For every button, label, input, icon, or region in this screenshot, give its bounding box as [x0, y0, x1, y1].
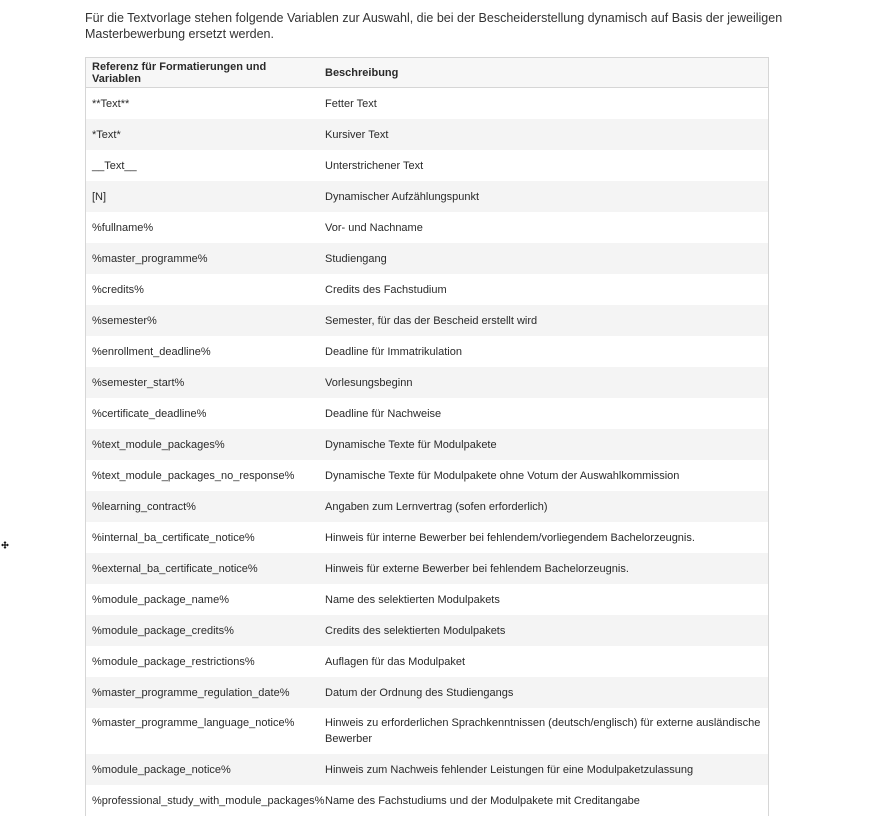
variable-description: Fetter Text — [319, 88, 768, 120]
variable-reference: %master_programme_language_notice% — [86, 708, 319, 754]
table-row — [86, 460, 768, 491]
variable-description: Hinweis zum Nachweis fehlender Leistungen für eine Modulpaketzulassung — [319, 754, 768, 785]
variable-description: Kursiver Text — [319, 119, 768, 150]
table-row — [86, 367, 768, 398]
variable-description: Dynamischer Aufzählungspunkt — [319, 181, 768, 212]
variables-table-container — [85, 57, 769, 816]
variable-reference: %module_package_name% — [86, 584, 319, 615]
table-row — [86, 88, 768, 120]
variable-reference: %credits% — [86, 274, 319, 305]
variable-description: Datum der Ordnung des Studiengangs — [319, 677, 768, 708]
variable-reference: %master_programme_regulation_date% — [86, 677, 319, 708]
variable-description: Auflagen für das Modulpaket — [319, 646, 768, 677]
variable-description: Angaben zum Lernvertrag (sofen erforderlich) — [319, 491, 768, 522]
table-row — [86, 677, 768, 708]
table-row — [86, 243, 768, 274]
table-row — [86, 398, 768, 429]
variable-reference: %module_package_notice% — [86, 754, 319, 785]
variable-reference: %enrollment_deadline% — [86, 336, 319, 367]
variable-reference: %semester_start% — [86, 367, 319, 398]
variable-description: Name des selektierten Modulpakets — [319, 584, 768, 615]
variable-reference: %internal_ba_certificate_notice% — [86, 522, 319, 553]
variable-reference: %certificate_deadline% — [86, 398, 319, 429]
variable-reference: __Text__ — [86, 150, 319, 181]
table-row — [86, 274, 768, 305]
move-cursor-icon — [1, 541, 9, 549]
table-row — [86, 336, 768, 367]
variable-reference: %semester% — [86, 305, 319, 336]
table-row — [86, 119, 768, 150]
variable-description: Hinweis zu erforderlichen Sprachkenntnissen (deutsch/englisch) für externe ausländische Bewerber — [319, 708, 768, 754]
variables-table — [86, 58, 768, 816]
variable-reference: %module_package_restrictions% — [86, 646, 319, 677]
variable-reference: [N] — [86, 181, 319, 212]
intro-text: Für die Textvorlage stehen folgende Variablen zur Auswahl, die bei der Bescheiderstellung dynamisch auf Basis der jeweiligen Masterbewerbung ersetzt werden. — [85, 10, 785, 42]
variable-description: Unterstrichener Text — [319, 150, 768, 181]
table-row — [86, 429, 768, 460]
variable-description: Vorlesungsbeginn — [319, 367, 768, 398]
table-row — [86, 491, 768, 522]
variable-description: Credits des Fachstudium — [319, 274, 768, 305]
column-header-description: Beschreibung — [319, 58, 768, 88]
variable-reference: %fullname% — [86, 212, 319, 243]
variable-description: Deadline für Nachweise — [319, 398, 768, 429]
table-row — [86, 646, 768, 677]
variable-description: Vor- und Nachname — [319, 212, 768, 243]
variable-reference: %master_programme% — [86, 243, 319, 274]
table-body — [86, 88, 768, 816]
table-row — [86, 212, 768, 243]
variable-description: Deadline für Immatrikulation — [319, 336, 768, 367]
variable-description: Hinweis für interne Bewerber bei fehlendem/vorliegendem Bachelorzeugnis. — [319, 522, 768, 553]
table-row — [86, 553, 768, 584]
variable-reference: %learning_contract% — [86, 491, 319, 522]
variable-reference: %text_module_packages_no_response% — [86, 460, 319, 491]
table-row — [86, 181, 768, 212]
variable-description: Semester, für das der Bescheid erstellt wird — [319, 305, 768, 336]
variable-description: Name des Fachstudiums und der Modulpakete mit Creditangabe — [319, 785, 768, 816]
table-row — [86, 584, 768, 615]
variable-reference: %module_package_credits% — [86, 615, 319, 646]
variable-description: Dynamische Texte für Modulpakete — [319, 429, 768, 460]
table-row — [86, 708, 768, 754]
variable-description: Hinweis für externe Bewerber bei fehlendem Bachelorzeugnis. — [319, 553, 768, 584]
table-row — [86, 785, 768, 816]
table-row — [86, 615, 768, 646]
variable-reference: **Text** — [86, 88, 319, 120]
column-header-reference: Referenz für Formatierungen und Variablen — [86, 58, 319, 88]
table-header-row — [86, 58, 768, 88]
table-row — [86, 305, 768, 336]
table-row — [86, 522, 768, 553]
variable-reference: %professional_study_with_module_packages% — [86, 785, 319, 816]
variable-reference: *Text* — [86, 119, 319, 150]
variable-reference: %text_module_packages% — [86, 429, 319, 460]
variable-reference: %external_ba_certificate_notice% — [86, 553, 319, 584]
variable-description: Dynamische Texte für Modulpakete ohne Votum der Auswahlkommission — [319, 460, 768, 491]
table-row — [86, 150, 768, 181]
variable-description: Studiengang — [319, 243, 768, 274]
variable-description: Credits des selektierten Modulpakets — [319, 615, 768, 646]
table-row — [86, 754, 768, 785]
